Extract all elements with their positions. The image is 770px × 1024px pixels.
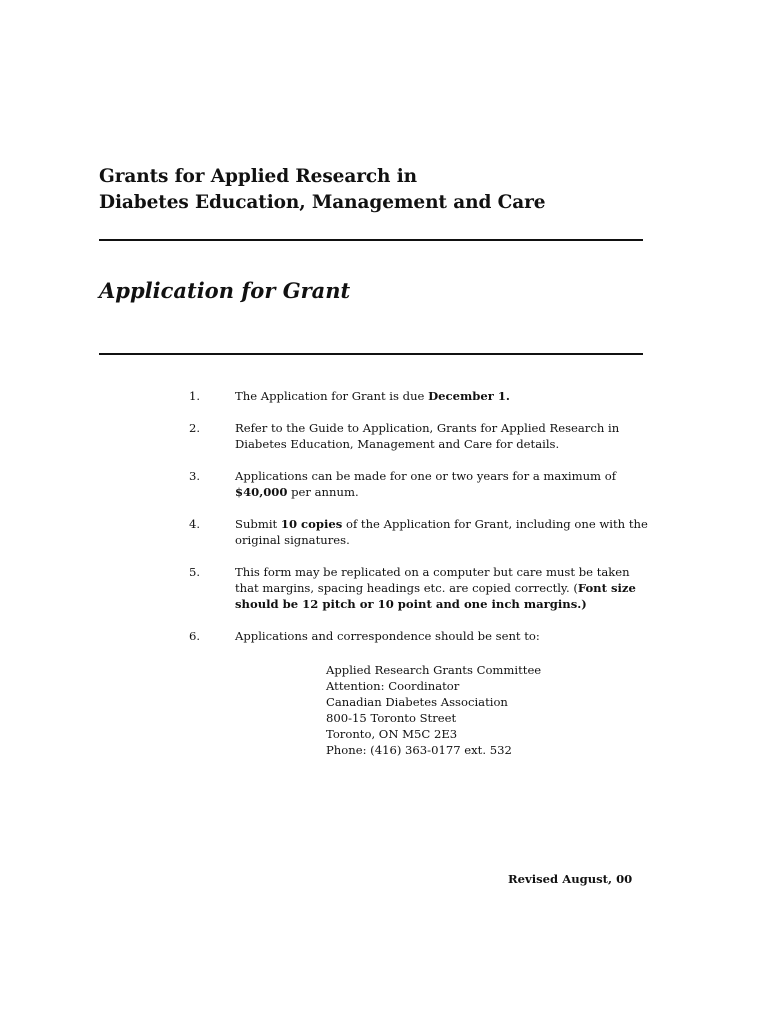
list-item — [189, 388, 649, 404]
address-line: Canadian Diabetes Association — [326, 695, 508, 709]
list-item — [189, 564, 649, 612]
item-number: 4. — [189, 517, 201, 531]
title-line-1: Grants for Applied Research in — [99, 166, 417, 187]
address-line: 800-15 Toronto Street — [326, 711, 457, 725]
item-text: The Application for Grant is due December 1. — [235, 389, 510, 403]
list-item — [189, 516, 649, 548]
list-item — [189, 420, 649, 452]
address-line: Applied Research Grants Committee — [326, 663, 542, 677]
revision-note: Revised August, 00 — [508, 872, 633, 886]
item-text: Applications can be made for one or two years for a maximum of $40,000 per annum. — [235, 469, 616, 499]
item-number: 6. — [189, 629, 201, 643]
item-number: 2. — [189, 421, 201, 435]
mailing-address — [326, 662, 541, 758]
bottom-divider — [99, 353, 643, 355]
address-line: Phone: (416) 363-0177 ext. 532 — [326, 743, 512, 757]
address-line: Attention: Coordinator — [326, 679, 460, 693]
list-item — [189, 468, 649, 500]
list-item — [189, 628, 649, 644]
address-line: Toronto, ON M5C 2E3 — [326, 727, 458, 741]
item-number: 3. — [189, 469, 201, 483]
instructions-list — [189, 388, 649, 660]
item-text: Applications and correspondence should be sent to: — [235, 629, 540, 643]
item-text: Refer to the Guide to Application, Grants for Applied Research in Diabetes Education, Management and Care for details. — [235, 421, 620, 451]
top-divider — [99, 239, 643, 241]
item-text: This form may be replicated on a computer but care must be taken that margins, spacing headings etc. are copied correctly. (Font size should be 12 pitch or 10 point and one inch margins.) — [235, 565, 636, 611]
item-text: Submit 10 copies of the Application for Grant, including one with the original signatures. — [235, 517, 648, 547]
document-title — [99, 164, 545, 216]
item-number: 1. — [189, 389, 201, 403]
title-line-2: Diabetes Education, Management and Care — [99, 192, 546, 213]
item-number: 5. — [189, 565, 201, 579]
form-subtitle: Application for Grant — [99, 278, 351, 303]
